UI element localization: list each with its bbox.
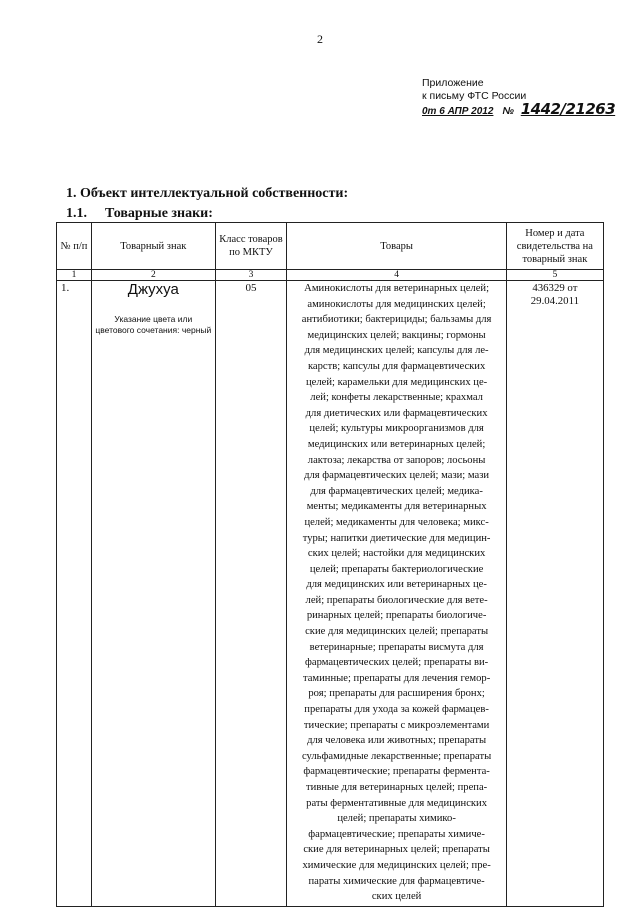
column-index: 2 bbox=[92, 270, 215, 281]
goods-line: целей; культуры микроорганизмов для bbox=[309, 423, 484, 435]
goods-line: аминокислоты для медицинских целей; bbox=[307, 298, 486, 310]
row-number: 1. bbox=[57, 281, 92, 907]
appendix-block bbox=[422, 77, 615, 118]
color-note: Указание цвета или цветового сочетания: черный bbox=[95, 314, 212, 335]
section-heading: 1. Объект интеллектуальной собственности: bbox=[66, 186, 349, 201]
goods-line: для медицинских целей; капсулы для ле- bbox=[304, 345, 489, 357]
certificate-number: 436329 от bbox=[532, 282, 578, 294]
goods-line: для человека или животных; препараты bbox=[307, 735, 487, 747]
subsection-title: Товарные знаки: bbox=[105, 206, 213, 221]
goods-line: карств; капсулы для фармацевтических bbox=[307, 360, 486, 372]
goods-line: для фармацевтических целей; мази; мази bbox=[304, 470, 490, 482]
header-mark: Товарный знак bbox=[92, 223, 215, 270]
goods-line: таминные; препараты для лечения гемор- bbox=[302, 672, 491, 684]
goods-line: параты химические для фармацевтиче- bbox=[308, 875, 485, 887]
trademarks-table bbox=[56, 222, 604, 907]
header-goods: Товары bbox=[287, 223, 506, 270]
goods-line: препараты для ухода за кожей фармацев- bbox=[304, 704, 489, 716]
goods-line: антибиотики; бактерициды; бальзамы для bbox=[301, 314, 492, 326]
goods-line: фармацевтические; препараты химиче- bbox=[308, 828, 485, 840]
subsection-number: 1.1. bbox=[66, 206, 87, 221]
appendix-reference bbox=[422, 100, 616, 118]
letter-number: 1442/21263 bbox=[520, 100, 616, 118]
page-number: 2 bbox=[317, 32, 323, 46]
appendix-letter-line: к письму ФТС России bbox=[422, 90, 527, 102]
goods-line: ских целей; настойки для медицинских bbox=[307, 548, 486, 560]
goods-cell bbox=[287, 281, 506, 907]
column-index-row bbox=[57, 270, 604, 281]
header-certificate: Номер и дата свидетельства на товарный знак bbox=[506, 223, 603, 270]
goods-line: химические для медицинских целей; пре- bbox=[302, 859, 491, 871]
goods-line: ветеринарные; препараты висмута для bbox=[309, 641, 484, 653]
goods-line: медицинских целей; вакцины; гормоны bbox=[307, 329, 486, 341]
column-index: 3 bbox=[215, 270, 287, 281]
goods-line: для медицинских или ветеринарных це- bbox=[306, 579, 487, 591]
goods-line: туры; напитки диетические для медицин- bbox=[302, 532, 491, 544]
goods-line: целей; препараты химико- bbox=[337, 813, 456, 825]
goods-line: ские для ветеринарных целей; препараты bbox=[303, 844, 490, 856]
goods-line: раты ферментативные для медицинских bbox=[306, 797, 488, 809]
goods-line: фармацевтические; препараты фермента- bbox=[303, 766, 490, 778]
header-number: № п/п bbox=[57, 223, 92, 270]
goods-line: Аминокислоты для ветеринарных целей; bbox=[304, 283, 490, 294]
goods-line: целей; медикаменты для человека; микс- bbox=[304, 516, 489, 528]
column-index: 1 bbox=[57, 270, 92, 281]
subsection-heading bbox=[66, 206, 213, 222]
goods-line: тивные для ветеринарных целей; препа- bbox=[306, 782, 488, 793]
mark-cell bbox=[92, 281, 215, 907]
goods-line: ских целей bbox=[371, 891, 422, 903]
column-index: 4 bbox=[287, 270, 506, 281]
class-cell: 05 bbox=[215, 281, 287, 907]
appendix-title: Приложение bbox=[422, 77, 484, 89]
goods-line: роя; препараты для расширения бронх; bbox=[308, 688, 485, 700]
header-class: Класс товаров по МКТУ bbox=[215, 223, 287, 270]
goods-line: медицинских или ветеринарных целей; bbox=[307, 438, 486, 450]
goods-line: менты; медикаменты для ветеринарных bbox=[306, 501, 487, 513]
goods-line: ские для медицинских целей; препараты bbox=[305, 626, 489, 638]
goods-line: для фармацевтических целей; медика- bbox=[310, 485, 483, 497]
appendix-date: 0т 6 АПР 2012 bbox=[422, 106, 494, 117]
goods-line: тические; препараты с микроэлементами bbox=[303, 719, 490, 731]
goods-line: для диетических или фармацевтических bbox=[305, 407, 488, 419]
goods-line: целей; препараты бактериологические bbox=[309, 563, 484, 575]
trademark-word: Джухуа bbox=[127, 281, 179, 298]
number-sign: № bbox=[502, 106, 514, 117]
certificate-date: 29.04.2011 bbox=[530, 295, 579, 307]
goods-line: лактоза; лекарства от запоров; лосьоны bbox=[307, 454, 486, 466]
table-row bbox=[57, 281, 604, 907]
goods-line: ринарных целей; препараты биологиче- bbox=[306, 610, 487, 622]
goods-line: сульфамидные лекарственные; препараты bbox=[302, 750, 492, 762]
column-index: 5 bbox=[506, 270, 603, 281]
certificate-cell bbox=[506, 281, 603, 907]
goods-line: целей; карамельки для медицинских це- bbox=[306, 376, 488, 388]
goods-line: лей; конфеты лекарственные; крахмал bbox=[310, 392, 483, 404]
goods-line: фармацевтических целей; препараты ви- bbox=[305, 657, 489, 669]
table-header-row bbox=[57, 223, 604, 270]
goods-line: лей; препараты биологические для вете- bbox=[305, 594, 488, 606]
